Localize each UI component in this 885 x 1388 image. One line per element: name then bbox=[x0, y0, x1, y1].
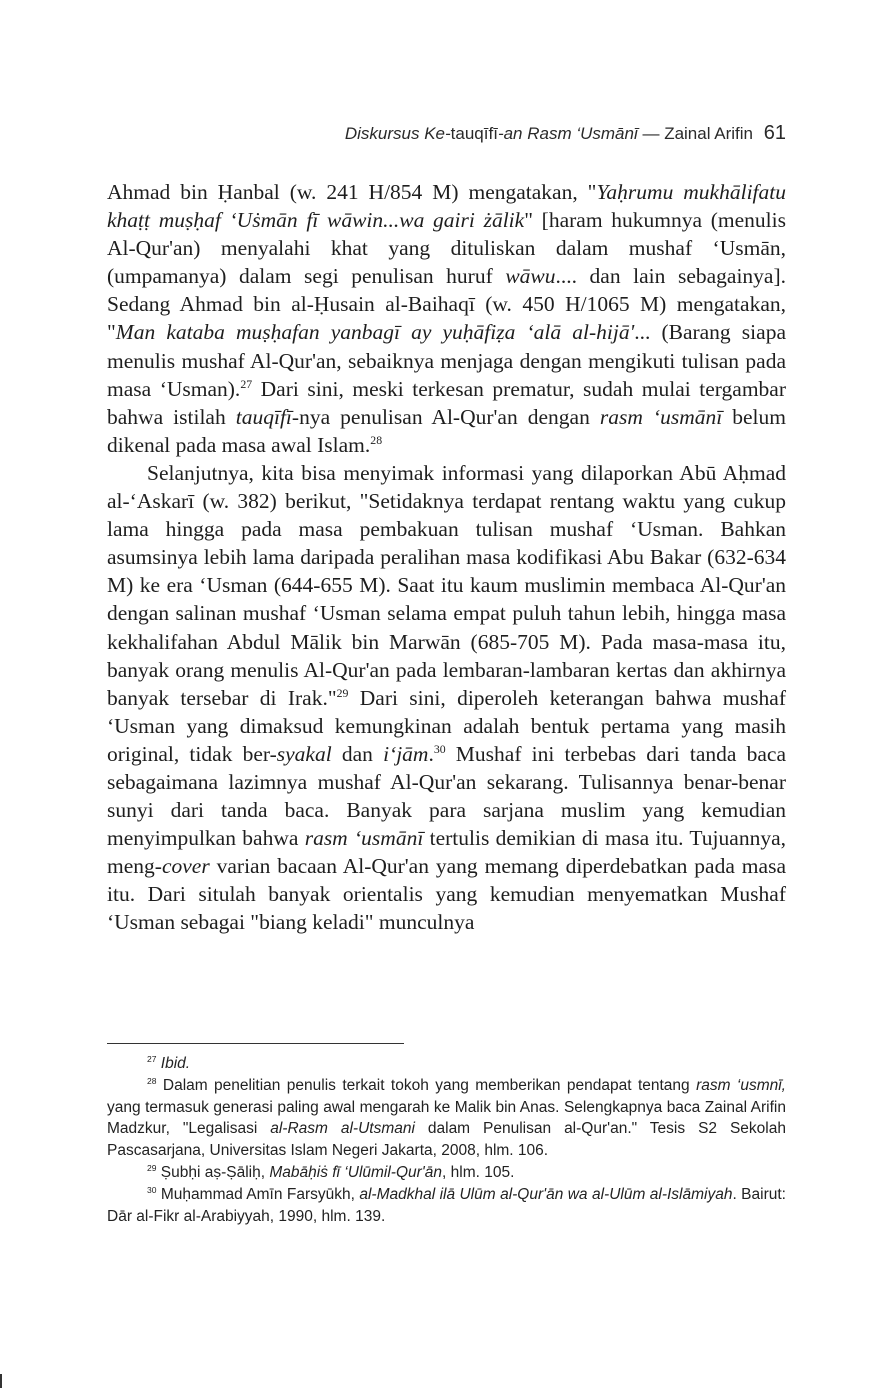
footnote-ref[interactable]: 27 bbox=[240, 376, 253, 391]
footnote-divider bbox=[107, 1043, 404, 1044]
italic-term: rasm ‘usmānī bbox=[304, 826, 424, 851]
text-run: " [haram hukumnya (menulis Al-Qur'an) menyalahi khat yang dituliskan dalam mushaf ‘Usmān, (umpamanya) dalam segi penulisan huruf bbox=[107, 208, 786, 289]
main-text bbox=[107, 178, 786, 937]
footnote-29 bbox=[107, 1162, 786, 1184]
text-run: Selanjutnya, kita bisa menyimak informasi yang dilaporkan Abū Aḥmad al-‘Askarī (w. 382) berikut, "Setidaknya terdapat rentang waktu yang cukup lama hingga pada masa pembakuan tulisan mushaf ‘Usman. Bahkan asumsinya lebih lama daripada peralihan masa kodifikasi Abu Bakar (632-634 M) ke era ‘Usman (644-655 M). Saat itu kaum muslimin membaca Al-Qur'an dengan salinan mushaf ‘Usman selama empat puluh tahun lebih, hingga masa kekhalifahan Abdul Mālik bin Marwān (685-705 M). Pada masa-masa itu, banyak orang menulis Al-Qur'an pada lembaran-lambaran kertas dan akhirnya banyak tersebar di Irak." bbox=[107, 460, 786, 710]
footnote-number: 30 bbox=[147, 1184, 157, 1195]
text-run: Mushaf ini terbebas dari tanda baca sebagaimana lazimnya mushaf Al-Qur'an sekarang. Tulisannya benar-benar sunyi dari tanda baca. Banyak para sarjana muslim yang kemudian menyimpulkan bahwa bbox=[107, 741, 786, 851]
italic-term: i‘jām bbox=[383, 741, 429, 766]
header-author: — Zainal Arifin bbox=[637, 124, 754, 143]
running-header bbox=[200, 122, 786, 145]
text-run: Dari sini, meski terkesan prematur, sudah mulai tergambar bahwa istilah bbox=[107, 376, 786, 429]
italic-quote: Man kataba muṣḥafan yanbagī ay yuḥāfiẓa ‘alā al-hijā' bbox=[115, 320, 635, 345]
footnote-number: 28 bbox=[147, 1075, 157, 1086]
italic-quote: Yaḥrumu mukhālifatu khaṭṭ muṣḥaf ‘Uṡmān fī wāwin...wa gairi żālik bbox=[107, 180, 786, 233]
footnote-ref[interactable]: 28 bbox=[370, 432, 383, 447]
text-run: tertulis demikian di masa itu. Tujuannya, meng- bbox=[107, 826, 786, 879]
text-run: -nya penulisan Al-Qur'an dengan bbox=[291, 404, 600, 429]
italic-term: cover bbox=[161, 854, 210, 879]
footnote-30 bbox=[107, 1184, 786, 1228]
text-run: Dalam penelitian penulis terkait tokoh yang memberikan pendapat tentang bbox=[156, 1076, 697, 1094]
header-title-part: -an Rasm ‘Usmānī bbox=[497, 124, 638, 143]
text-run: .... dan lain sebagainya]. Sedang Ahmad bin al-Ḥusain al-Baihaqī (w. 450 H/1065 M) mengatakan, " bbox=[107, 264, 786, 345]
footnote-ref[interactable]: 29 bbox=[336, 685, 349, 700]
italic-term: tauqīfī bbox=[235, 404, 292, 429]
footnote-27 bbox=[107, 1053, 786, 1075]
page-number: 61 bbox=[763, 122, 786, 144]
footnote-ref[interactable]: 30 bbox=[433, 741, 446, 756]
scan-edge-mark bbox=[0, 1374, 2, 1388]
italic-term: Ibid. bbox=[160, 1055, 191, 1072]
italic-term: al-Madkhal ilā Ulūm al-Qur'ān wa al-Ulūm al-Islāmiyah bbox=[359, 1185, 733, 1203]
text-run: . bbox=[428, 741, 434, 766]
text-run: . Bairut: Dār al-Fikr al-Arabiyyah, 1990, hlm. 139. bbox=[107, 1185, 786, 1225]
text-run: ... (Barang siapa menulis mushaf Al-Qur'an, sebaiknya menjaga dengan mengikuti tulisan pada masa ‘Usman). bbox=[107, 320, 786, 401]
text-run: Muḥammad Amīn Farsyūkh, bbox=[156, 1185, 360, 1203]
text-run: belum dikenal pada masa awal Islam. bbox=[107, 404, 787, 457]
italic-term: rasm ‘usmnī, bbox=[696, 1076, 786, 1094]
text-run: Dari sini, diperoleh keterangan bahwa mushaf ‘Usman yang dimaksud kemungkinan adalah bentuk pertama yang masih original, tidak ber- bbox=[107, 685, 786, 766]
italic-term: syakal bbox=[276, 741, 332, 766]
italic-term: al-Rasm al-Utsmani bbox=[270, 1120, 415, 1138]
header-title-part: tauqīfī bbox=[450, 124, 498, 143]
header-title bbox=[345, 124, 638, 143]
text-run: varian bacaan Al-Qur'an yang memang diperdebatkan pada masa itu. Dari situlah banyak orientalis yang kemudian menyematkan Mushaf ‘Usman sebagai "biang keladi" munculnya bbox=[107, 854, 786, 935]
footnote-28 bbox=[107, 1075, 786, 1162]
text-run: yang termasuk generasi paling awal mengarah ke Malik bin Anas. Selengkapnya baca Zainal Arifin Madzkur, "Legalisasi bbox=[107, 1098, 786, 1138]
footnote-number: 27 bbox=[147, 1053, 157, 1064]
text-run: dan bbox=[331, 741, 384, 766]
footnote-number: 29 bbox=[147, 1162, 157, 1173]
italic-term: wāwu bbox=[505, 264, 556, 289]
text-run: dalam Penulisan al-Qur'an." Tesis S2 Sekolah Pascasarjana, Universitas Islam Negeri Jakarta, 2008, hlm. 106. bbox=[107, 1120, 786, 1160]
text-run: Ahmad bin Ḥanbal (w. 241 H/854 M) mengatakan, " bbox=[107, 180, 597, 204]
footnotes bbox=[107, 1053, 786, 1227]
header-title-part: Diskursus Ke- bbox=[344, 124, 451, 143]
paragraph bbox=[107, 178, 786, 459]
text-run: Ṣubḥi aṣ-Ṣāliḥ, bbox=[156, 1163, 270, 1181]
text-run: , hlm. 105. bbox=[442, 1163, 515, 1181]
italic-term: Mabāḥiṡ fī ‘Ulūmil-Qur'ān bbox=[269, 1163, 443, 1181]
paragraph bbox=[107, 459, 786, 937]
italic-term: rasm ‘usmānī bbox=[599, 404, 723, 429]
